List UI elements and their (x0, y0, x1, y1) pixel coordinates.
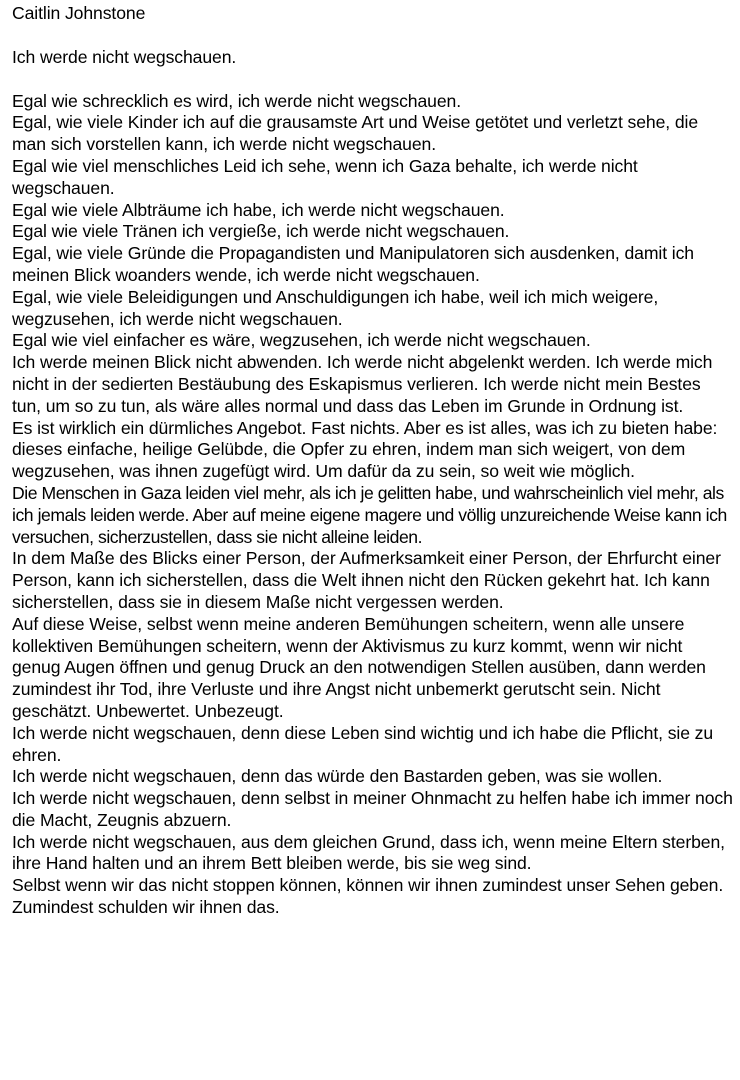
paragraph: Ich werde nicht wegschauen, aus dem gleichen Grund, dass ich, wenn meine Eltern sterben, ihre Hand halten und an ihrem Bett bleiben werde, bis sie weg sind. (12, 831, 725, 874)
paragraph: Es ist wirklich ein dürmliches Angebot. Fast nichts. Aber es ist alles, was ich zu bieten habe: dieses einfache, heilige Gelübde, die Opfer zu ehren, indem man sich weigert, von dem wegzusehen, was ihnen zugefügt wird. Um dafür da zu sein, so weit wie möglich. (12, 417, 718, 482)
document (12, 0, 734, 919)
paragraph: Egal, wie viele Kinder ich auf die grausamste Art und Weise getötet und verletzt sehe, die man sich vorstellen kann, ich werde nicht wegschauen. (12, 112, 699, 155)
paragraph: Zumindest schulden wir ihnen das. (12, 897, 280, 918)
paragraph: Egal wie viele Tränen ich vergieße, ich werde nicht wegschauen. (12, 221, 510, 242)
paragraph: Selbst wenn wir das nicht stoppen können, können wir ihnen zumindest unser Sehen geben. (12, 875, 724, 896)
paragraph: Die Menschen in Gaza leiden viel mehr, als ich je gelitten habe, und wahrscheinlich viel mehr, als ich jemals leiden werde. Aber auf meine eigene magere und völlig unzureichende Weise kann ich versuchen, sicherzustellen, dass sie nicht alleine leiden. (12, 482, 727, 547)
paragraph: Auf diese Weise, selbst wenn meine anderen Bemühungen scheitern, wenn alle unsere kollektiven Bemühungen scheitern, wenn der Aktivismus zu kurz kommt, wenn wir nicht genug Augen öffnen und genug Druck an den notwendigen Stellen ausüben, dann werden zumindest ihr Tod, ihre Verluste und ihre Angst nicht unbemerkt gerutscht sein. Nicht geschätzt. Unbewertet. Unbezeugt. (12, 613, 706, 721)
document-body (12, 91, 734, 919)
paragraph: Egal, wie viele Beleidigungen und Anschuldigungen ich habe, weil ich mich weigere, wegzusehen, ich werde nicht wegschauen. (12, 286, 659, 329)
paragraph: Egal wie viele Albträume ich habe, ich werde nicht wegschauen. (12, 199, 505, 220)
paragraph: Ich werde nicht wegschauen, denn diese Leben sind wichtig und ich habe die Pflicht, sie zu ehren. (12, 722, 714, 765)
paragraph: Ich werde nicht wegschauen, denn das würde den Bastarden geben, was sie wollen. (12, 766, 663, 787)
paragraph: Egal, wie viele Gründe die Propagandisten und Manipulatoren sich ausdenken, damit ich meinen Blick woanders wende, ich werde nicht wegschauen. (12, 243, 694, 285)
document-title: Ich werde nicht wegschauen. (12, 46, 237, 67)
paragraph: Ich werde nicht wegschauen, denn selbst in meiner Ohnmacht zu helfen habe ich immer noch die Macht, Zeugnis abzuern. (12, 788, 733, 830)
paragraph: Egal wie schrecklich es wird, ich werde nicht wegschauen. (12, 90, 462, 111)
paragraph: Ich werde meinen Blick nicht abwenden. Ich werde nicht abgelenkt werden. Ich werde mich nicht in der sedierten Bestäubung des Eskapismus verlieren. Ich werde nicht mein Bestes tun, um so zu tun, als wäre alles normal und dass das Leben im Grunde in Ordnung ist. (12, 352, 713, 416)
paragraph: Egal wie viel menschliches Leid ich sehe, wenn ich Gaza behalte, ich werde nicht wegschauen. (12, 155, 638, 198)
author-name: Caitlin Johnstone (12, 3, 146, 23)
paragraph: Egal wie viel einfacher es wäre, wegzusehen, ich werde nicht wegschauen. (12, 330, 591, 351)
paragraph: In dem Maße des Blicks einer Person, der Aufmerksamkeit einer Person, der Ehrfurcht einer Person, kann ich sicherstellen, dass die Welt ihnen nicht den Rücken gekehrt hat. Ich kann sicherstellen, dass sie in diesem Maße nicht vergessen werden. (12, 548, 721, 612)
